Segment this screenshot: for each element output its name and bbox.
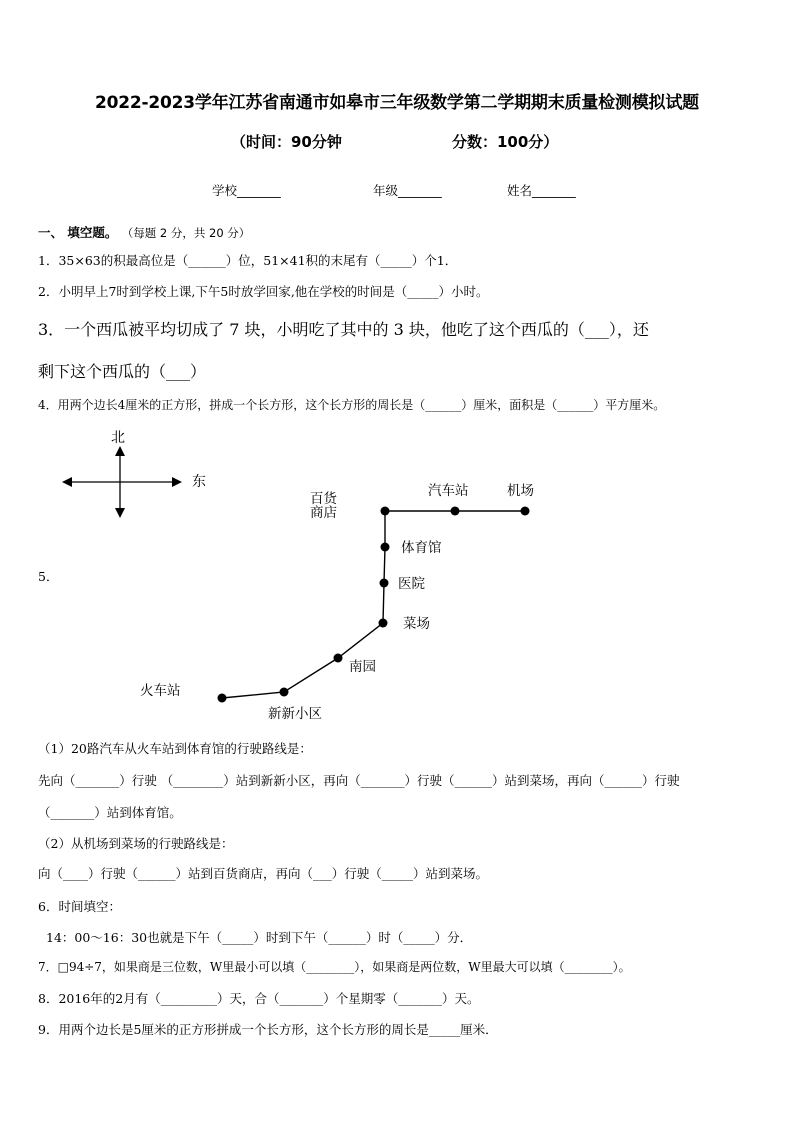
question-3-line1: 3．一个西瓜被平均切成了 7 块，小明吃了其中的 3 块，他吃了这个西瓜的（___），还: [38, 320, 649, 339]
market-stop: [379, 619, 388, 628]
train-station-stop: [218, 694, 227, 703]
community-stop: [280, 688, 289, 697]
question-6: 6．时间填空：: [38, 899, 121, 914]
section-title: 一、 填空题。: [38, 225, 118, 240]
question-1: 1．35×63的积最高位是（______）位，51×41积的末尾有（_____）个1．: [38, 253, 458, 268]
exam-score: 分数：100分）: [452, 133, 559, 151]
park-label: 南园: [349, 659, 376, 675]
bus-station-label: 汽车站: [428, 483, 469, 499]
question-5: 5．: [38, 569, 59, 584]
hospital-label: 医院: [398, 576, 425, 592]
bus-station-stop: [451, 507, 460, 516]
question-5-2-line1: 向（____）行驶（______）站到百货商店，再向（___）行驶（_____）站到菜场。: [38, 866, 489, 881]
name-field: 姓名_______: [507, 183, 576, 198]
page-title: 2022-2023学年江苏省南通市如皋市三年级数学第二学期期末质量检测模拟试题: [95, 93, 699, 113]
exam-time: （时间：90分钟: [231, 133, 342, 151]
gym-label: 体育馆: [401, 540, 442, 556]
question-5-1: （1）20路汽车从火车站到体育馆的行驶路线是：: [38, 741, 312, 756]
question-7: 7．□94÷7，如果商是三位数，W里最小可以填（________），如果商是两位数，W里最大可以填（________）。: [38, 960, 631, 974]
airport-stop: [521, 507, 530, 516]
bus-route-map: [0, 420, 794, 730]
school-field: 学校_______: [212, 183, 281, 198]
community-label: 新新小区: [268, 706, 322, 722]
question-2: 2．小明早上7时到学校上课,下午5时放学回家,他在学校的时间是（_____）小时。: [38, 284, 489, 299]
question-5-2: （2）从机场到菜场的行驶路线是：: [38, 836, 234, 851]
station-labels: [140, 482, 534, 722]
compass: [62, 430, 206, 518]
question-6-line1: 14：00～16：30也就是下午（_____）时到下午（______）时（_____）分．: [46, 930, 473, 945]
park-stop: [334, 654, 343, 663]
section-note: （每题 2 分，共 20 分）: [121, 226, 251, 240]
hospital-stop: [380, 579, 389, 588]
section-heading: [38, 223, 250, 241]
store-stop: [381, 507, 390, 516]
question-4: 4．用两个边长4厘米的正方形，拼成一个长方形，这个长方形的周长是（______）厘米，面积是（______）平方厘米。: [38, 398, 666, 412]
question-8: 8．2016年的2月有（_________）天，合（_______）个星期零（_______）天。: [38, 991, 480, 1006]
north-label: 北: [111, 430, 125, 446]
train-station-label: 火车站: [140, 683, 181, 699]
east-label: 东: [192, 474, 206, 490]
market-label: 菜场: [403, 616, 430, 632]
gym-stop: [381, 543, 390, 552]
question-9: 9．用两个边长是5厘米的正方形拼成一个长方形，这个长方形的周长是_____厘米．: [38, 1022, 498, 1037]
grade-field: 年级_______: [373, 183, 442, 198]
question-5-1-line1: 先向（_______）行驶 （________）站到新新小区，再向（_______）行驶（______）站到菜场，再向（______）行驶: [38, 773, 680, 788]
store-label-1: 百货: [310, 491, 337, 507]
airport-label: 机场: [507, 483, 534, 499]
store-label-2: 商店: [310, 505, 337, 521]
question-5-1-line2: （_______）站到体育馆。: [38, 805, 182, 820]
question-3-line2: 剩下这个西瓜的（___）: [38, 362, 207, 381]
